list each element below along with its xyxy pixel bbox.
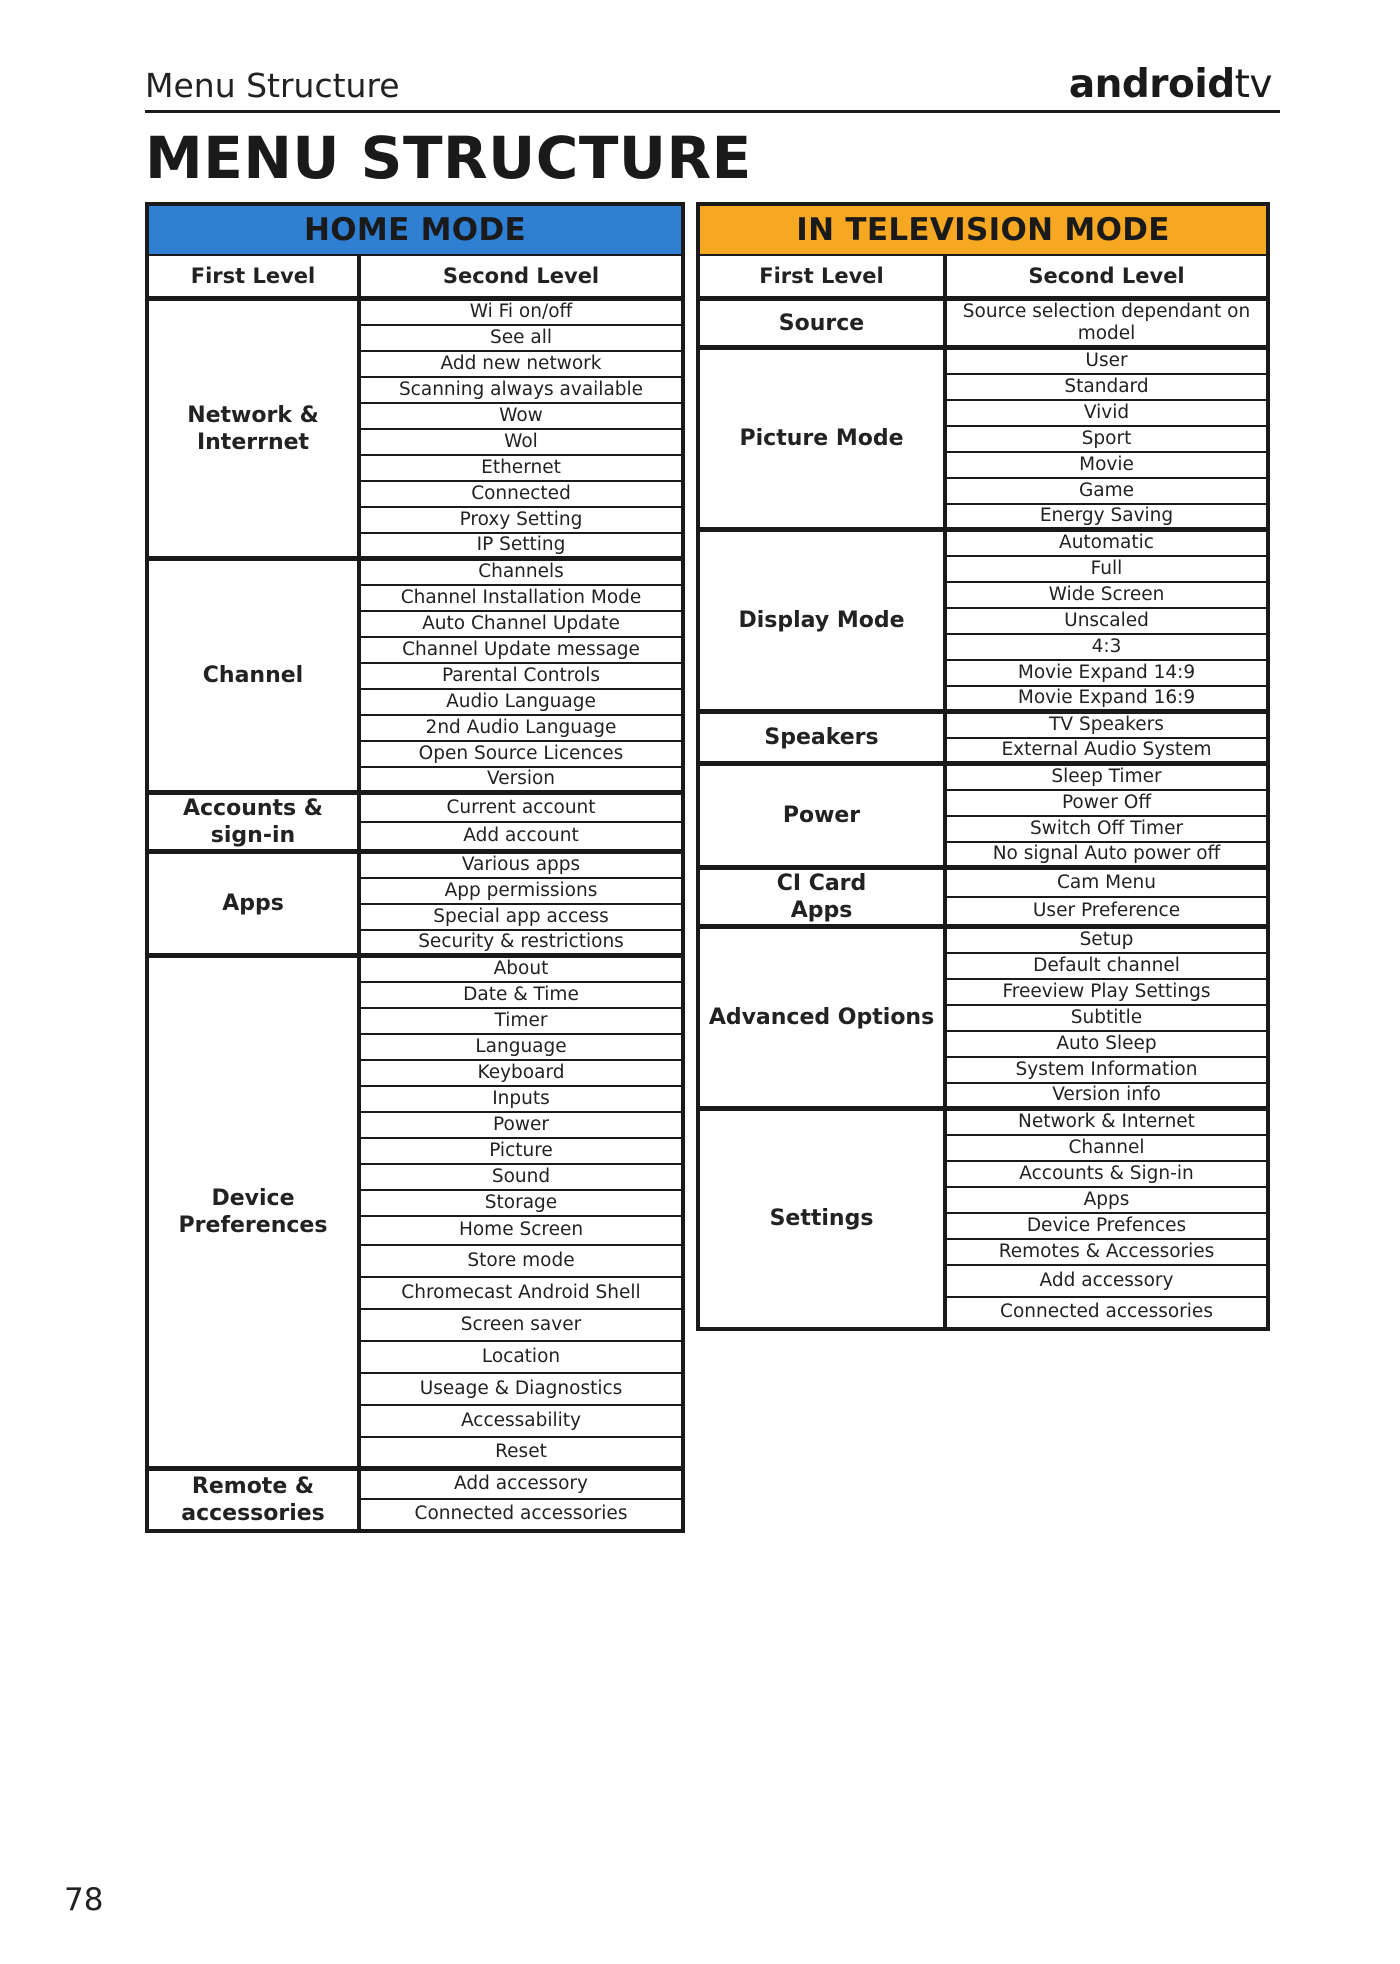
second-level-item: Movie Expand 14:9: [945, 660, 1268, 686]
second-level-item: Screen saver: [359, 1309, 683, 1341]
first-level-label: CI Card: [776, 871, 867, 896]
tv-mode-rows: [698, 299, 1268, 1329]
second-level-item: Useage & Diagnostics: [359, 1373, 683, 1405]
second-level-item: System Information: [945, 1057, 1268, 1083]
second-level-item: Vivid: [945, 400, 1268, 426]
second-level-item: Proxy Setting: [359, 507, 683, 533]
second-level-item: Power Off: [945, 790, 1268, 816]
tv-mode-title: IN TELEVISION MODE: [698, 204, 1268, 255]
first-level-label: Speakers: [764, 725, 879, 750]
page-number: 78: [64, 1882, 104, 1918]
menu-row: [147, 956, 683, 982]
second-level-item: Auto Sleep: [945, 1031, 1268, 1057]
second-level-item: Movie Expand 16:9: [945, 686, 1268, 712]
second-level-item: Default channel: [945, 953, 1268, 979]
menu-row: [147, 793, 683, 823]
second-level-item: Connected: [359, 481, 683, 507]
first-level-cell: [698, 712, 945, 764]
second-level-item: Current account: [359, 793, 683, 823]
second-level-item: IP Setting: [359, 533, 683, 559]
second-level-item: Special app access: [359, 904, 683, 930]
menu-row: [147, 1469, 683, 1499]
second-level-item: Scanning always available: [359, 377, 683, 403]
menu-row: [698, 530, 1268, 556]
second-level-item: Storage: [359, 1190, 683, 1216]
first-level-label: Apps: [790, 898, 853, 923]
second-level-item: Apps: [945, 1187, 1268, 1213]
first-level-cell: [698, 927, 945, 1109]
menu-row: [147, 852, 683, 878]
second-level-item: Power: [359, 1112, 683, 1138]
second-level-item: Add accessory: [359, 1469, 683, 1499]
second-level-item: Connected accessories: [945, 1297, 1268, 1329]
second-level-item: Energy Saving: [945, 504, 1268, 530]
second-level-item: Subtitle: [945, 1005, 1268, 1031]
tv-first-level-header: First Level: [698, 255, 945, 299]
first-level-cell: [147, 956, 359, 1469]
second-level-item: Auto Channel Update: [359, 611, 683, 637]
second-level-item: Date & Time: [359, 982, 683, 1008]
first-level-cell: [147, 793, 359, 852]
second-level-item: Automatic: [945, 530, 1268, 556]
section-name: Menu Structure: [145, 66, 400, 105]
second-level-item: Keyboard: [359, 1060, 683, 1086]
first-level-label: Device: [211, 1186, 295, 1211]
first-level-label: Apps: [222, 891, 284, 916]
second-level-item: User Preference: [945, 897, 1268, 927]
second-level-item: Ethernet: [359, 455, 683, 481]
first-level-label: accessories: [181, 1500, 325, 1526]
page-header: [145, 62, 1280, 113]
home-second-level-header: Second Level: [359, 255, 683, 299]
second-level-item: Remotes & Accessories: [945, 1239, 1268, 1265]
home-first-level-header: First Level: [147, 255, 359, 299]
second-level-item: Cam Menu: [945, 868, 1268, 898]
second-level-item: Version: [359, 767, 683, 793]
first-level-cell: [147, 1469, 359, 1531]
first-level-cell: [698, 348, 945, 530]
menu-row: [147, 299, 683, 325]
menu-row: [698, 868, 1268, 898]
second-level-item: Channels: [359, 559, 683, 585]
first-level-label: Picture Mode: [739, 426, 904, 451]
first-level-label: Display Mode: [738, 608, 905, 633]
second-level-item: Game: [945, 478, 1268, 504]
menu-row: [147, 559, 683, 585]
second-level-item: User: [945, 348, 1268, 374]
second-level-item: Wow: [359, 403, 683, 429]
home-mode-rows: [147, 299, 683, 1531]
second-level-item: Connected accessories: [359, 1499, 683, 1531]
second-level-item: Location: [359, 1341, 683, 1373]
second-level-item: Network & Internet: [945, 1109, 1268, 1135]
second-level-item: Device Prefences: [945, 1213, 1268, 1239]
second-level-item: Movie: [945, 452, 1268, 478]
second-level-item: External Audio System: [945, 738, 1268, 764]
first-level-cell: [147, 559, 359, 793]
second-level-item: Add new network: [359, 351, 683, 377]
first-level-label: Channel: [202, 663, 304, 688]
second-level-item: Sport: [945, 426, 1268, 452]
second-level-item: Parental Controls: [359, 663, 683, 689]
menu-row: [698, 1109, 1268, 1135]
menu-row: [698, 927, 1268, 953]
second-level-item: TV Speakers: [945, 712, 1268, 738]
second-level-item: Setup: [945, 927, 1268, 953]
first-level-cell: [698, 299, 945, 348]
second-level-item: Add accessory: [945, 1265, 1268, 1297]
first-level-label: Settings: [769, 1206, 874, 1232]
home-mode-table: [145, 202, 685, 1533]
first-level-cell: [698, 764, 945, 868]
androidtv-logo: [1069, 62, 1272, 107]
second-level-item: Channel Update message: [359, 637, 683, 663]
brand-bold: android: [1068, 62, 1235, 107]
second-level-item: Picture: [359, 1138, 683, 1164]
first-level-label: Preferences: [178, 1213, 328, 1238]
second-level-item: Standard: [945, 374, 1268, 400]
second-level-item: Wol: [359, 429, 683, 455]
second-level-item: Wide Screen: [945, 582, 1268, 608]
first-level-cell: [698, 1109, 945, 1329]
second-level-item: Accounts & Sign-in: [945, 1161, 1268, 1187]
first-level-cell: [698, 530, 945, 712]
second-level-item: App permissions: [359, 878, 683, 904]
second-level-item: Security & restrictions: [359, 930, 683, 956]
tv-second-level-header: Second Level: [945, 255, 1268, 299]
second-level-item: Full: [945, 556, 1268, 582]
second-level-item: Open Source Licences: [359, 741, 683, 767]
tv-mode-table: [696, 202, 1270, 1331]
second-level-item: Channel Installation Mode: [359, 585, 683, 611]
second-level-item: Chromecast Android Shell: [359, 1277, 683, 1309]
first-level-cell: [147, 852, 359, 956]
first-level-label: Network &: [187, 402, 319, 428]
second-level-item: Channel: [945, 1135, 1268, 1161]
second-level-item: No signal Auto power off: [945, 842, 1268, 868]
first-level-label: Interrnet: [196, 429, 310, 455]
second-level-item: Store mode: [359, 1245, 683, 1277]
second-level-item: Sleep Timer: [945, 764, 1268, 790]
second-level-item: Source selection dependant on model: [945, 299, 1268, 348]
second-level-item: Reset: [359, 1437, 683, 1469]
second-level-item: Unscaled: [945, 608, 1268, 634]
menu-row: [698, 299, 1268, 348]
first-level-cell: [147, 299, 359, 559]
first-level-label: Advanced Options: [708, 1005, 935, 1030]
second-level-item: Accessability: [359, 1405, 683, 1437]
second-level-item: Inputs: [359, 1086, 683, 1112]
menu-row: [698, 712, 1268, 738]
first-level-label: Source: [778, 310, 865, 336]
second-level-item: Add account: [359, 822, 683, 852]
second-level-item: Version info: [945, 1083, 1268, 1109]
second-level-item: Timer: [359, 1008, 683, 1034]
second-level-item: 2nd Audio Language: [359, 715, 683, 741]
home-mode-title: HOME MODE: [147, 204, 683, 255]
first-level-label: sign-in: [210, 823, 296, 848]
second-level-item: Language: [359, 1034, 683, 1060]
menu-row: [698, 764, 1268, 790]
second-level-item: 4:3: [945, 634, 1268, 660]
brand-light: tv: [1234, 62, 1272, 107]
second-level-item: Switch Off Timer: [945, 816, 1268, 842]
second-level-item: Home Screen: [359, 1216, 683, 1245]
second-level-item: Audio Language: [359, 689, 683, 715]
first-level-cell: [698, 868, 945, 927]
first-level-label: Power: [782, 803, 861, 828]
second-level-item: Wi Fi on/off: [359, 299, 683, 325]
second-level-item: Various apps: [359, 852, 683, 878]
second-level-item: About: [359, 956, 683, 982]
first-level-label: Accounts &: [182, 796, 323, 821]
first-level-label: Remote &: [191, 1473, 315, 1499]
second-level-item: Freeview Play Settings: [945, 979, 1268, 1005]
second-level-item: See all: [359, 325, 683, 351]
menu-row: [698, 348, 1268, 374]
second-level-item: Sound: [359, 1164, 683, 1190]
page-title: MENU STRUCTURE: [145, 124, 752, 192]
